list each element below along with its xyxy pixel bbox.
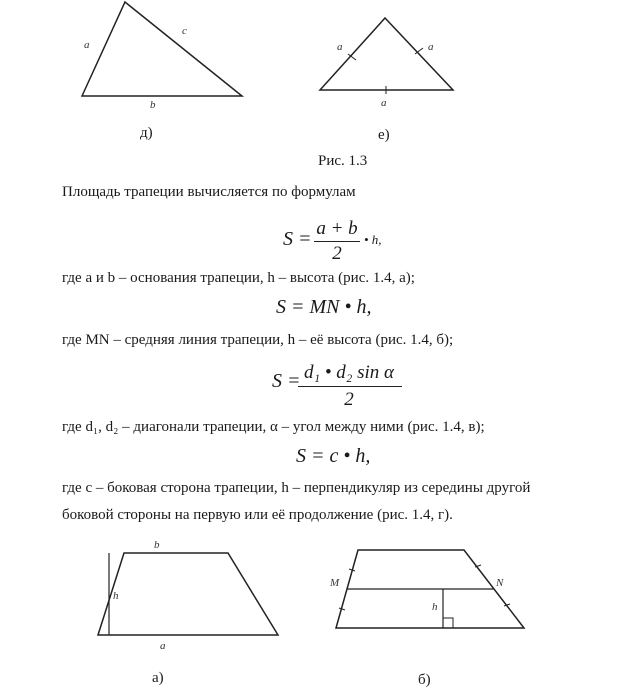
where3-text: где d₁, d₂ – диагонали трапеции, α – угол между ними (рис. 1.4, в); (62, 419, 485, 435)
formula3-lhs: S = (272, 370, 301, 392)
triangle-e-side-right: a (428, 41, 434, 53)
trap-a-height-h: h (113, 590, 119, 602)
triangle-d-side-c: c (182, 25, 187, 37)
formula1-numerator: a + b (316, 218, 358, 239)
formula2: S = MN • h, (276, 296, 372, 318)
where4-line1: где c – боковая сторона трапеции, h – перпендикуляр из середины другой (62, 480, 531, 496)
trap-b-point-n: N (496, 577, 504, 589)
trap-a-top-b: b (154, 539, 160, 551)
caption-a: а) (152, 670, 164, 686)
figure-1-3-title: Рис. 1.3 (318, 153, 368, 169)
formula3-numerator: d₁ • d₂ sin α (303, 362, 394, 383)
trap-b-point-m: M (330, 577, 340, 589)
where1-text: где a и b – основания трапеции, h – высота (рис. 1.4, а); (62, 270, 415, 286)
where4-line2: боковой стороны на первую или её продолжение (рис. 1.4, г). (62, 507, 453, 523)
trap-a-bottom-a: a (160, 640, 166, 652)
formula1-tail: • h, (364, 232, 382, 247)
formula1-denominator: 2 (332, 243, 342, 264)
caption-e: е) (378, 127, 390, 143)
formula3-fraction-line (298, 386, 402, 387)
formula1-fraction-line (314, 241, 360, 242)
trap-b-height-h: h (432, 601, 438, 613)
caption-b: б) (418, 672, 431, 688)
figure-triangle-e (305, 10, 475, 110)
figure-trapezoid-b (318, 540, 538, 640)
formula1-lhs: S = (283, 228, 312, 250)
formula3-denominator: 2 (344, 389, 354, 410)
where2-text: где MN – средняя линия трапеции, h – её высота (рис. 1.4, б); (62, 332, 454, 348)
figure-triangle-d (70, 0, 260, 110)
caption-d: д) (140, 125, 153, 141)
formula4: S = c • h, (296, 445, 371, 467)
triangle-d-side-a: a (84, 39, 90, 51)
triangle-e-base: a (381, 97, 387, 109)
triangle-e-side-left: a (337, 41, 343, 53)
figure-trapezoid-a (80, 535, 290, 655)
triangle-d-base-b: b (150, 99, 156, 110)
intro-text: Площадь трапеции вычисляется по формулам (62, 184, 356, 200)
